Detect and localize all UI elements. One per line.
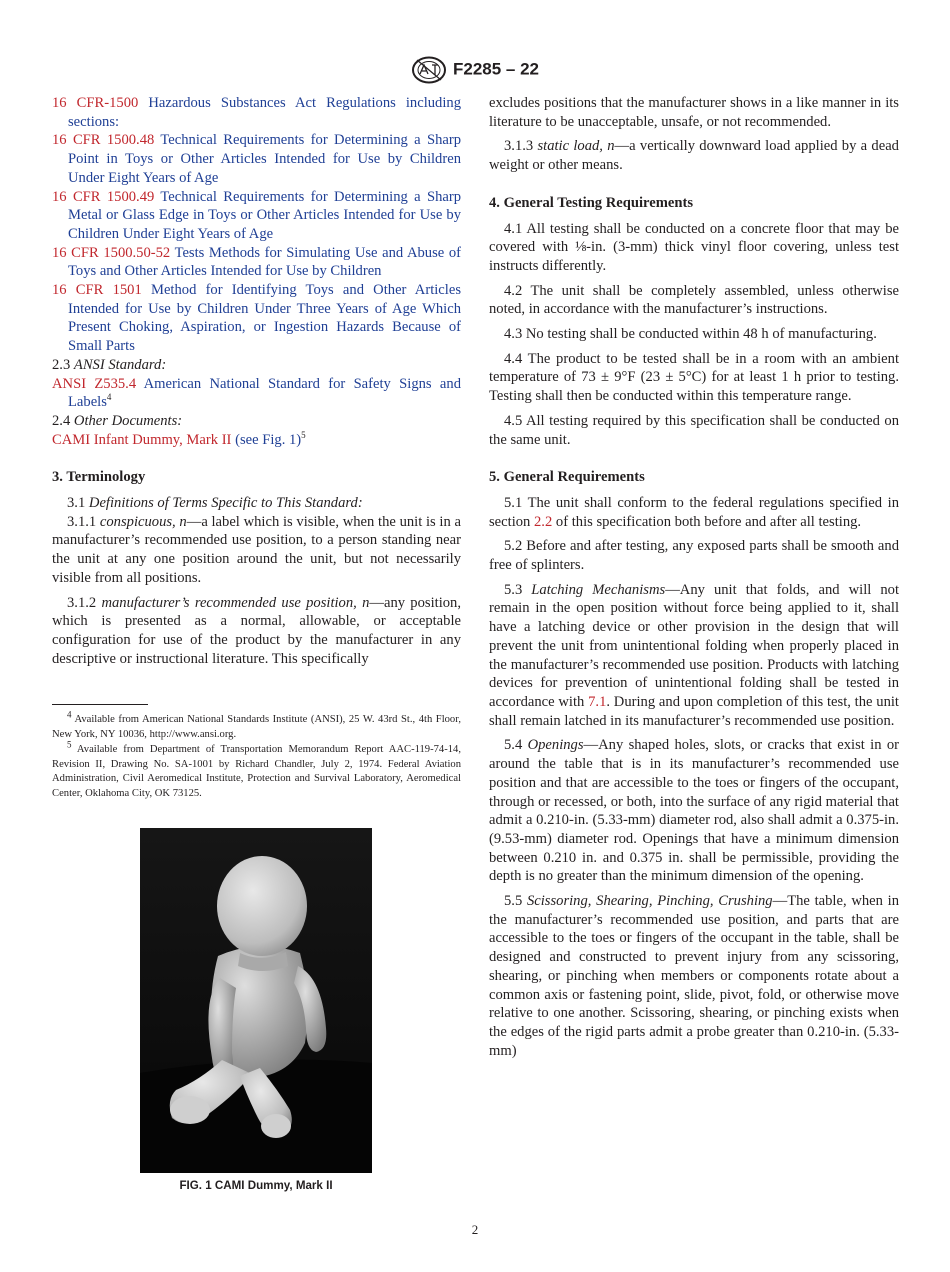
section-3-1-1: 3.1.1 conspicuous, n—a label which is visible, when the unit is in a manufacturer’s recommended use position, to a person standing near the unit at any one position around the unit, but not necessarily visible from all positions. [52, 513, 461, 586]
section-2-2-link[interactable]: 2.2 [534, 513, 553, 530]
reference-title[interactable]: Method for Identifying Toys and Other Articles Intended for Use by Children Under Three Years of Age Which Present Choking, Aspiration, or Ingestion Hazards Because of Small Parts [68, 282, 461, 355]
reference-title[interactable]: Technical Requirements for Determining a Sharp Metal or Glass Edge in Toys or Other Articles Intended for Use by Children Under Eight Years of Age [68, 188, 462, 242]
section-4-4: 4.4 The product to be tested shall be in a room with an ambient temperature of 73 ± 9°F (23 ± 5°C) for at least 1 h prior to testing. Testing shall then be conducted within this temperature range. [489, 350, 899, 405]
cami-dummy-image [140, 828, 372, 1173]
left-column [52, 94, 461, 802]
section-3-1-3: 3.1.3 static load, n—a vertically downward load applied by a dead weight or other means. [489, 138, 899, 174]
fig-1-link[interactable]: (see Fig. 1) [235, 431, 302, 448]
reference-title[interactable]: Hazardous Substances Act Regulations including sections: [68, 95, 461, 130]
reference-title[interactable]: Tests Methods for Simulating Use and Abuse of Toys and Other Articles Intended for Use by Children [68, 244, 461, 280]
footnote-5: $^5$ Available from Department of Transportation Memorandum Report AAC-119-74-14, Revision II, Drawing No. SA-1001 by Richard Chandler, July 2, 1974. Federal Aviation Administration, Civil Aeromedical Institute, Protection and Survival Laboratory, Aeromedical Center, Oklahoma City, OK 73125. [52, 739, 461, 799]
cami-link[interactable]: CAMI Infant Dummy, Mark II [52, 431, 232, 448]
figure-1-caption: FIG. 1 CAMI Dummy, Mark II [179, 1179, 333, 1192]
page-header [0, 56, 950, 84]
reference-item [52, 188, 461, 244]
section-3-1-2: 3.1.2 manufacturer’s recommended use position, n—any position, which is presented as a normal, allowable, or acceptable configuration for use of the product by the manufacturer in any descriptive or instructional literature. This specifically [52, 594, 461, 667]
section-5-1: 5.1 The unit shall conform to the federal regulations specified in section 2.2 of this specification both before and after all testing. [489, 494, 899, 530]
section-3-heading: 3. Terminology [52, 469, 146, 486]
footnote-ref-5: 5 [301, 429, 306, 440]
footnote-ref-4: 4 [106, 392, 112, 403]
reference-item [52, 94, 461, 131]
reference-link[interactable]: 16 CFR 1501 [52, 282, 142, 299]
footnote-4: $^4$ Available from American National Standards Institute (ANSI), 25 W. 43rd St., 4th Floor, New York, NY 10036, http://www.ansi.org. [52, 709, 461, 741]
figure-1-photo [140, 828, 372, 1173]
section-4-heading: 4. General Testing Requirements [489, 194, 694, 211]
reference-link[interactable]: 16 CFR-1500 [52, 95, 139, 111]
section-4-1: 4.1 All testing shall be conducted on a concrete floor that may be covered with ⅛-in. (3-mm) thick vinyl floor covering, unless test instructs differently. [489, 220, 899, 274]
section-5-heading: 5. General Requirements [489, 469, 645, 486]
reference-item [52, 244, 461, 281]
ansi-link[interactable]: ANSI Z535.4 [52, 375, 137, 392]
ansi-title[interactable]: American National Standard for Safety Signs and Labels [68, 375, 461, 411]
section-4-3: 4.3 No testing shall be conducted within 48 h of manufacturing. [504, 326, 877, 343]
section-2-3: 2.3 ANSI Standard: [52, 356, 167, 373]
reference-link[interactable]: 16 CFR 1500.48 [52, 132, 155, 149]
section-5-5: 5.5 Scissoring, Shearing, Pinching, Crushing—The table, when in the manufacturer’s recommended use position, and parts that are accessible to the toes or fingers of the occupant in the table, shall be designed and constructed to prevent injury from any scissoring, shearing, or pinching when members or components rotate about a common axis or fastening point, slide, pivot, fold, or otherwise move relative to one another. Scissoring, shearing, or pinching exists when the edges of the rigid parts admit a probe greater than 0.210-in. (5.33-mm) [489, 893, 899, 1059]
section-2-4: 2.4 Other Documents: [52, 412, 183, 429]
section-5-3: 5.3 Latching Mechanisms—Any unit that folds, and will not remain in the open position without force being applied to it, shall have a latching device or other provision in the design that will prevent the unit from unintentional folding when properly placed in the manufacturer’s recommended use position. Products with latching devices for prevention of unintentional folding shall be tested in accordance with 7.1. During and upon completion of this test, the unit shall remain latched in its manufacturer’s recommended use position. [489, 581, 899, 729]
section-7-1-link[interactable]: 7.1 [588, 693, 607, 710]
section-4-2: 4.2 The unit shall be completely assembled, unless otherwise noted, in accordance with the manufacturer’s instructions. [489, 282, 899, 318]
section-5-2: 5.2 Before and after testing, any exposed parts shall be smooth and free of splinters. [489, 538, 899, 574]
reference-link[interactable]: 16 CFR 1500.50-52 [52, 244, 171, 261]
section-5-4: 5.4 Openings—Any shaped holes, slots, or cracks that exist in or around the table that is in its manufacturer’s recommended use position and that are accessible to the toes or fingers of the occupant, through or recessed, or both, into the surface of any rigid material that admit a 0.210-in. (5.33-mm) diameter rod, also shall admit a 0.375-in. (9.53-mm) diameter rod. Openings that have a minimum dimension between 0.210 in. and 0.375 in. shall be permissible, providing the depth is no greater than the minimum dimension of the opening. [489, 737, 899, 885]
section-4-5: 4.5 All testing required by this specification shall be conducted on the same unit. [489, 412, 899, 448]
reference-title[interactable]: Technical Requirements for Determining a Sharp Point in Toys or Other Articles Intended for Use by Children Under Eight Years of Age [68, 132, 462, 186]
reference-link[interactable]: 16 CFR 1500.49 [52, 188, 155, 205]
astm-logo-icon [411, 56, 447, 84]
reference-item [52, 431, 461, 450]
standard-designation: F2285 – 22 [452, 59, 539, 79]
reference-item [52, 375, 461, 412]
footnote-divider [52, 704, 148, 705]
reference-item [52, 281, 461, 356]
right-column [489, 94, 899, 1066]
section-3-1: 3.1 Definitions of Terms Specific to This Standard: [67, 495, 363, 512]
reference-item [52, 131, 461, 187]
page-number: 2 [471, 1222, 479, 1237]
continued-paragraph: excludes positions that the manufacturer shows in a like manner in its literature to be unacceptable, unsafe, or not recommended. [489, 95, 899, 130]
